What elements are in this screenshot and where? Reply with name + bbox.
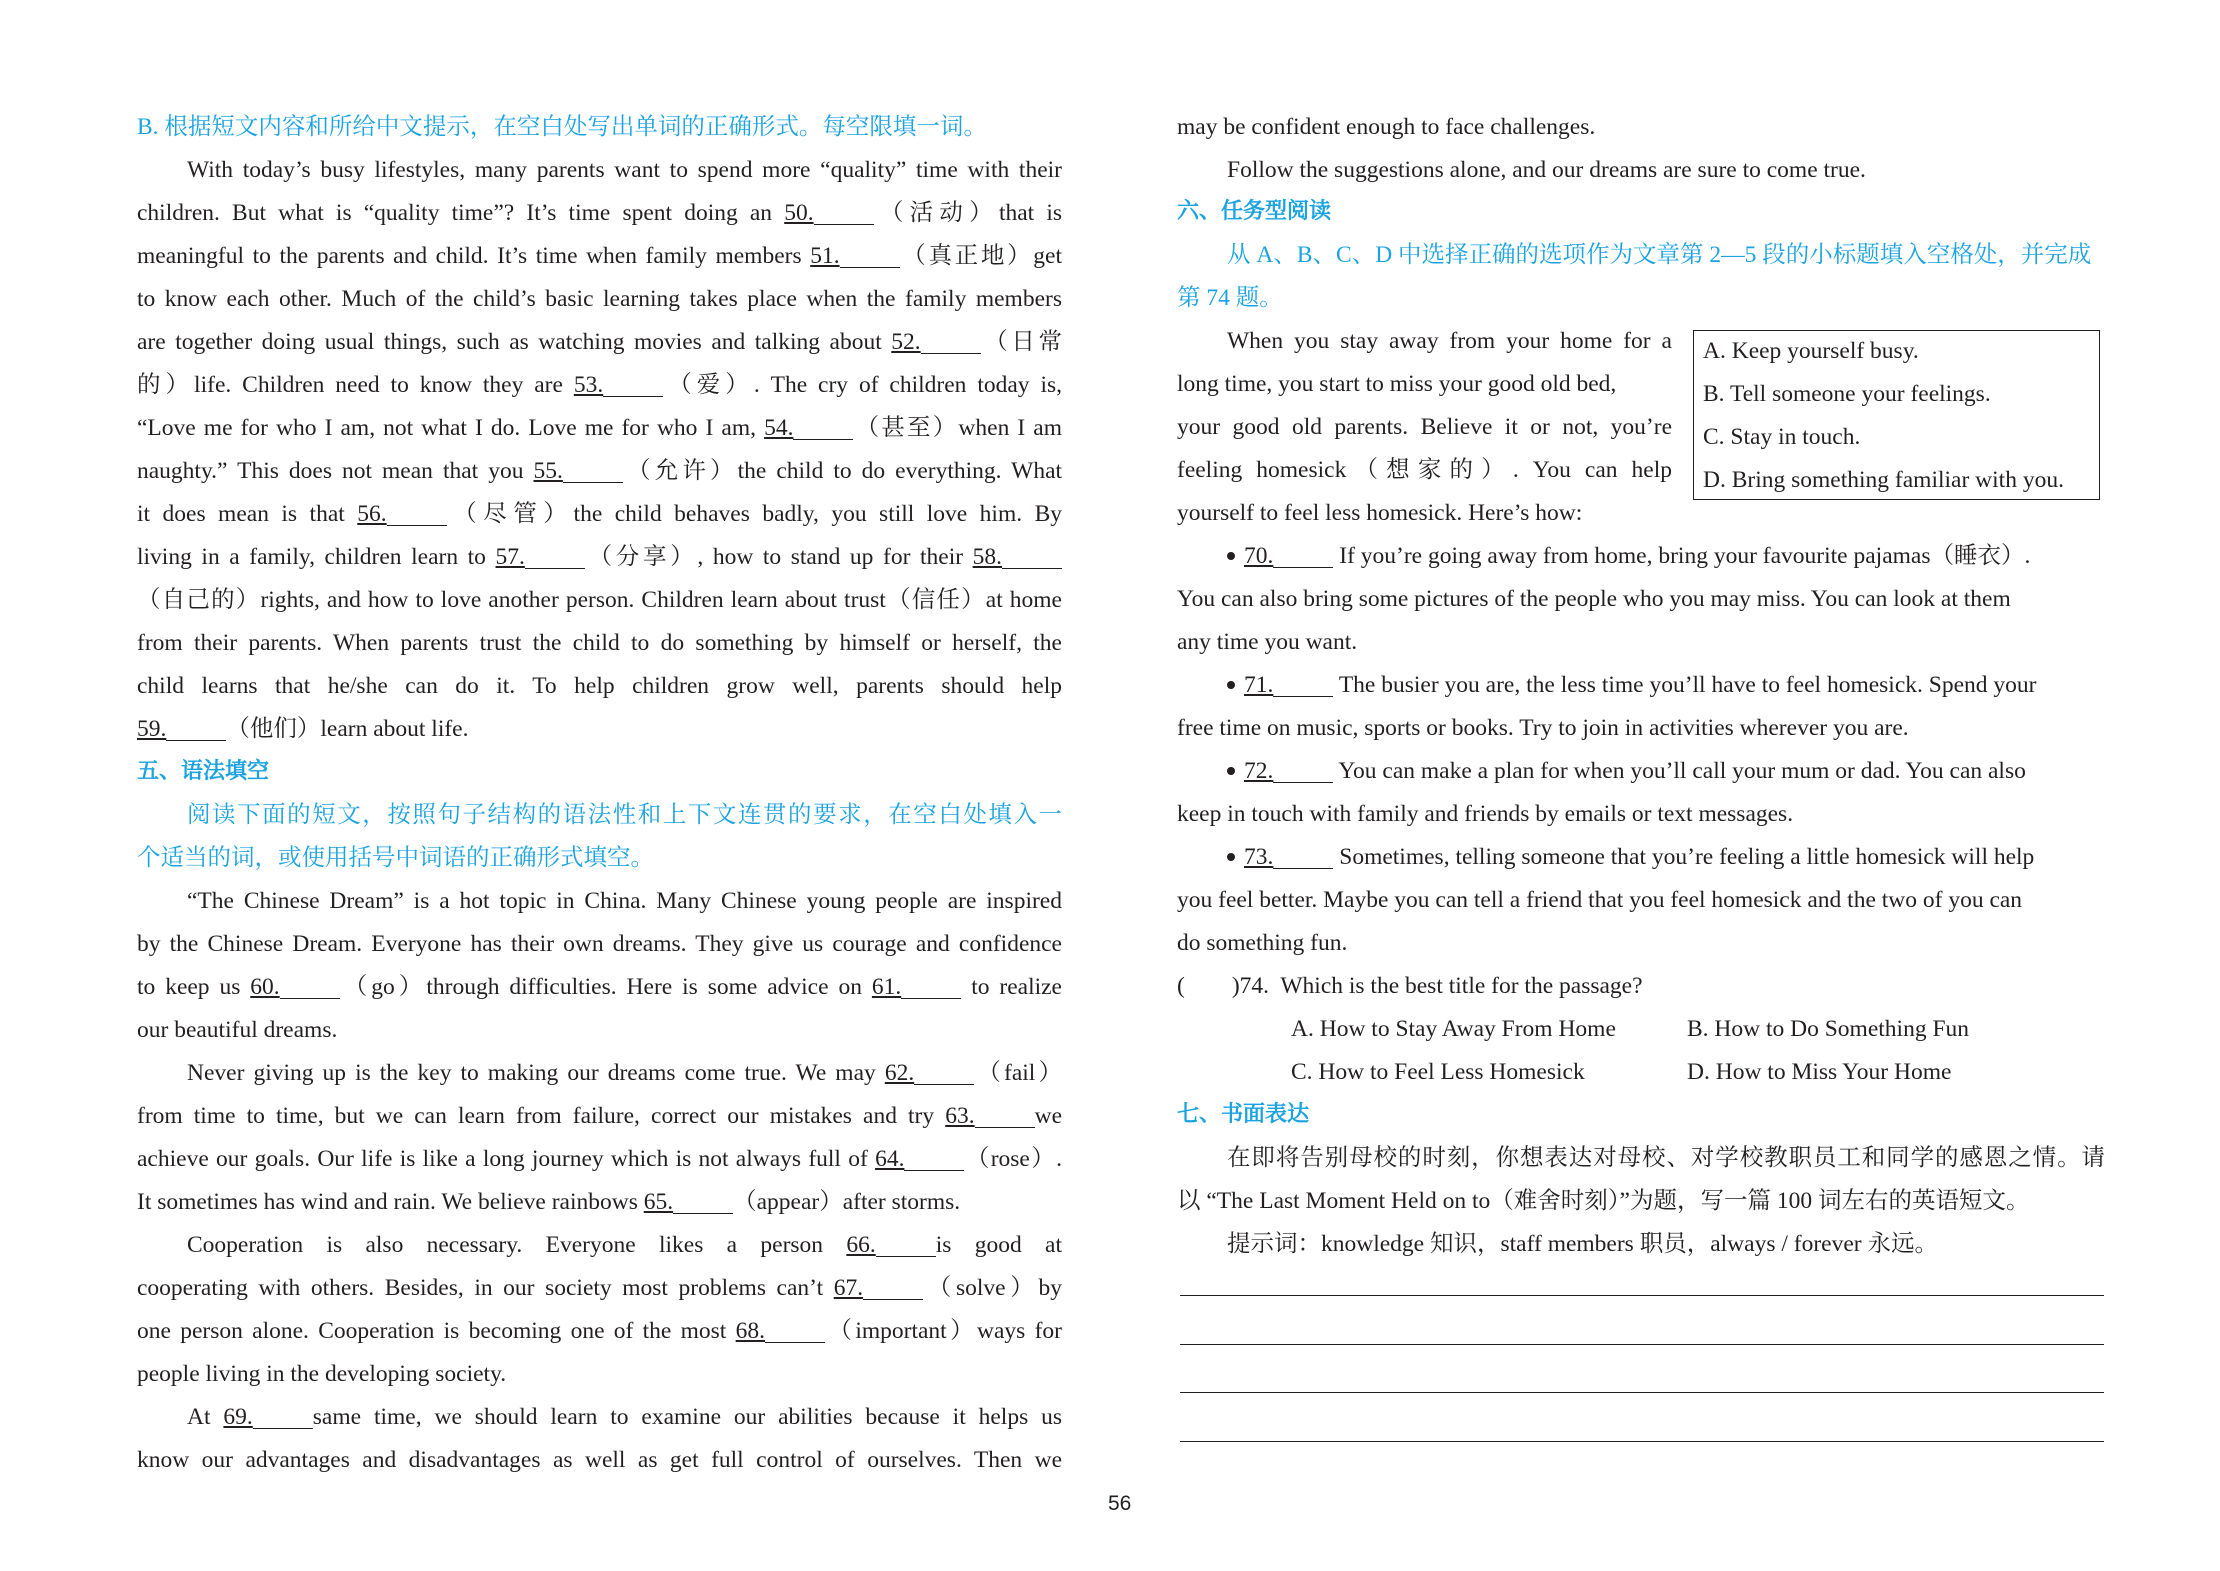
item-text-line: free time on music, sports or books. Try to join in activities wherever you are. xyxy=(1177,715,1909,741)
blank-line[interactable] xyxy=(673,1193,733,1214)
passage-line xyxy=(137,1101,1062,1131)
section-5-instruction-cont: 个适当的词，或使用括号中词语的正确形式填空。 xyxy=(137,845,654,871)
passage-line xyxy=(137,1230,1062,1260)
section-5-heading: 五、语法填空 xyxy=(137,759,270,784)
blank-line[interactable] xyxy=(793,419,853,440)
subheading-item xyxy=(1177,842,2105,872)
blank-number: 57. xyxy=(495,544,525,570)
passage-text: from time to time, but we can learn from failure, correct our mistakes and try xyxy=(137,1103,935,1129)
answer-blank[interactable] xyxy=(973,544,1062,570)
passage-text: It sometimes has wind and rain. We believe rainbows xyxy=(137,1189,638,1215)
intro-line: long time, you start to miss your good old bed, xyxy=(1177,371,1617,397)
blank-number: 58. xyxy=(972,544,1002,570)
passage-line xyxy=(137,1187,960,1217)
passage-text: At xyxy=(187,1404,211,1430)
answer-blank[interactable] xyxy=(644,1189,733,1215)
answer-blank[interactable] xyxy=(1244,844,1333,870)
passage-line xyxy=(137,628,1062,658)
blank-number: 69. xyxy=(223,1404,253,1430)
passage-conclusion-line: Follow the suggestions alone, and our dreams are sure to come true. xyxy=(1227,157,1866,183)
answer-blank[interactable] xyxy=(810,243,899,269)
passage-line xyxy=(137,155,1062,185)
blank-line[interactable] xyxy=(863,1279,923,1300)
answer-blank[interactable] xyxy=(875,1146,964,1172)
passage-text: （solve）by xyxy=(923,1275,1063,1301)
passage-line xyxy=(137,1445,1062,1475)
answer-line[interactable] xyxy=(1180,1441,2104,1442)
passage-text: “The Chinese Dream” is a hot topic in China. Many Chinese young people are inspired xyxy=(187,888,1062,914)
passage-line xyxy=(137,1402,1062,1432)
blank-number: 73. xyxy=(1244,844,1274,870)
answer-line[interactable] xyxy=(1180,1344,2104,1345)
passage-text: （important）ways for xyxy=(825,1318,1063,1344)
section-6-heading: 六、任务型阅读 xyxy=(1177,199,1332,224)
answer-line[interactable] xyxy=(1180,1392,2104,1393)
passage-text: same time, we should learn to examine our abilities because it helps us xyxy=(312,1404,1063,1430)
blank-number: 56. xyxy=(357,501,387,527)
passage-line xyxy=(137,284,1062,314)
passage-line xyxy=(137,1015,337,1045)
section-6-instruction-cont: 第 74 题。 xyxy=(1177,285,1283,311)
passage-text: （appear）after storms. xyxy=(733,1189,961,1215)
passage-text: With today’s busy lifestyles, many parents want to spend more “quality” time with their xyxy=(187,157,1062,183)
passage-text: our beautiful dreams. xyxy=(137,1017,338,1043)
blank-number: 63. xyxy=(945,1103,975,1129)
bullet-icon xyxy=(1227,767,1235,775)
passage-line xyxy=(137,1273,1062,1303)
answer-blank[interactable] xyxy=(1244,758,1333,784)
question-74 xyxy=(1177,971,1643,1001)
blank-line[interactable] xyxy=(914,1064,974,1085)
blank-line[interactable] xyxy=(1273,762,1333,783)
blank-number: 61. xyxy=(871,974,902,1000)
passage-line xyxy=(137,370,1062,400)
passage-text: （甚至）when I am xyxy=(853,415,1063,441)
answer-blank[interactable] xyxy=(885,1060,974,1086)
item-text: If you’re going away from home, bring your favourite pajamas（睡衣）. xyxy=(1339,543,2031,569)
passage-line xyxy=(137,1058,1062,1088)
section-7-prompt-cont: 以 “The Last Moment Held on to（难舍时刻）”为题，写一篇 100 词左右的英语短文。 xyxy=(1177,1188,2030,1214)
passage-text: know our advantages and disadvantages as well as get full control of ourselves. Then we xyxy=(137,1447,1062,1473)
answer-blank[interactable] xyxy=(764,415,853,441)
blank-line[interactable] xyxy=(1273,547,1333,568)
passage-line xyxy=(137,972,1062,1002)
blank-number: 71. xyxy=(1244,672,1274,698)
passage-text: （活动）that is xyxy=(873,200,1062,226)
passage-text: cooperating with others. Besides, in our society most problems can’t xyxy=(137,1275,824,1301)
blank-line[interactable] xyxy=(876,1236,936,1257)
blank-number: 52. xyxy=(891,329,921,355)
blank-number: 55. xyxy=(533,458,563,484)
blank-line[interactable] xyxy=(904,1150,964,1171)
blank-number: 50. xyxy=(784,200,814,226)
subheading-item xyxy=(1177,670,2105,700)
blank-number: 59. xyxy=(137,716,167,742)
passage-line xyxy=(137,1144,1062,1174)
answer-blank[interactable] xyxy=(534,458,623,484)
passage-text: （尽管）the child behaves badly, you still love him. By xyxy=(446,501,1063,527)
passage-line xyxy=(137,1359,506,1389)
passage-text: one person alone. Cooperation is becoming one of the most xyxy=(137,1318,727,1344)
passage-line xyxy=(137,886,1062,916)
passage-line xyxy=(137,542,1062,572)
answer-blank[interactable] xyxy=(357,501,446,527)
section-7-heading: 七、书面表达 xyxy=(1177,1102,1310,1127)
passage-text: it does mean is that xyxy=(137,501,345,527)
passage-line xyxy=(137,413,1062,443)
option-a: A. Keep yourself busy. xyxy=(1703,338,1919,364)
subheading-item xyxy=(1177,756,2105,786)
blank-line[interactable] xyxy=(1273,676,1333,697)
blank-line[interactable] xyxy=(1002,548,1062,569)
passage-text: （fail） xyxy=(974,1060,1062,1086)
answer-blank[interactable] xyxy=(945,1103,1034,1129)
passage-line xyxy=(137,499,1062,529)
passage-text: children. But what is “quality time”? It’s time spent doing an xyxy=(137,200,773,226)
section-b-instruction: B. 根据短文内容和所给中文提示，在空白处写出单词的正确形式。每空限填一词。 xyxy=(137,114,987,140)
passage-text: is good at xyxy=(935,1232,1062,1258)
intro-line: yourself to feel less homesick. Here’s how: xyxy=(1177,500,1583,526)
passage-text: are together doing usual things, such as watching movies and talking about xyxy=(137,329,882,355)
passage-line xyxy=(137,198,1062,228)
passage-text: （自己的）rights, and how to love another person. Children learn about trust（信任）at home xyxy=(137,587,1062,613)
item-text-line: any time you want. xyxy=(1177,629,1358,655)
blank-line[interactable] xyxy=(387,505,447,526)
choice-c: C. How to Feel Less Homesick xyxy=(1291,1059,1585,1085)
passage-text: naughty.” This does not mean that you xyxy=(137,458,524,484)
passage-text: （日常 xyxy=(980,329,1063,355)
item-text: Sometimes, telling someone that you’re feeling a little homesick will help xyxy=(1339,844,2035,870)
passage-text: 的）life. Children need to know they are xyxy=(137,372,563,398)
answer-blank[interactable] xyxy=(574,372,663,398)
answer-blank[interactable] xyxy=(872,974,961,1000)
passage-text: from their parents. When parents trust the child to do something by himself or herself, the xyxy=(137,630,1062,656)
subheading-item xyxy=(1177,541,2105,571)
passage-text: （允许）the child to do everything. What xyxy=(622,458,1063,484)
item-text-line: you feel better. Maybe you can tell a friend that you feel homesick and the two of you can xyxy=(1177,887,2023,913)
passage-line xyxy=(137,714,469,744)
passage-text: meaningful to the parents and child. It’s time when family members xyxy=(137,243,802,269)
answer-blank[interactable] xyxy=(784,200,873,226)
intro-line: feeling homesick（想家的）. You can help xyxy=(1177,457,1672,483)
blank-number: 62. xyxy=(884,1060,915,1086)
option-c: C. Stay in touch. xyxy=(1703,424,1861,450)
passage-text: Never giving up is the key to making our dreams come true. We may xyxy=(187,1060,876,1086)
blank-number: 54. xyxy=(764,415,794,441)
choice-a: A. How to Stay Away From Home xyxy=(1291,1016,1616,1042)
page-number: 56 xyxy=(1108,1492,1132,1515)
passage-line xyxy=(137,929,1062,959)
section-7-prompt: 在即将告别母校的时刻，你想表达对母校、对学校教职员工和同学的感恩之情。请 xyxy=(1227,1145,2105,1171)
passage-line xyxy=(137,1316,1062,1346)
blank-number: 66. xyxy=(846,1232,876,1258)
passage-text: “Love me for who I am, not what I do. Love me for who I am, xyxy=(137,415,756,441)
item-text-line: keep in touch with family and friends by emails or text messages. xyxy=(1177,801,1794,827)
passage-line xyxy=(137,241,1062,271)
passage-line xyxy=(137,327,1062,357)
passage-text: we xyxy=(1034,1103,1062,1129)
answer-blank[interactable] xyxy=(1244,543,1333,569)
section-6-instruction: 从 A、B、C、D 中选择正确的选项作为文章第 2—5 段的小标题填入空格处，并完成 xyxy=(1227,242,2092,268)
section-5-instruction: 阅读下面的短文，按照句子结构的语法性和上下文连贯的要求，在空白处填入一 xyxy=(187,802,1062,828)
blank-number: 65. xyxy=(643,1189,674,1215)
blank-line[interactable] xyxy=(765,1322,825,1343)
blank-number: 67. xyxy=(833,1275,864,1301)
blank-line[interactable] xyxy=(525,548,585,569)
passage-text: achieve our goals. Our life is like a long journey which is not always full of xyxy=(137,1146,868,1172)
blank-line[interactable] xyxy=(1273,848,1333,869)
blank-line[interactable] xyxy=(280,978,340,999)
intro-line: When you stay away from your home for a xyxy=(1227,328,1672,354)
blank-line[interactable] xyxy=(921,333,981,354)
passage-line xyxy=(137,671,1062,701)
intro-line: your good old parents. Believe it or not, you’re xyxy=(1177,414,1672,440)
answer-blank[interactable] xyxy=(137,716,226,742)
answer-blank[interactable] xyxy=(1244,672,1333,698)
question-74-text: 74. Which is the best title for the passage? xyxy=(1239,973,1643,999)
passage-text: （爱）. The cry of children today is, xyxy=(663,372,1062,398)
choice-d: D. How to Miss Your Home xyxy=(1687,1059,1952,1085)
answer-blank[interactable] xyxy=(250,974,339,1000)
blank-number: 53. xyxy=(573,372,604,398)
options-box xyxy=(1693,330,2100,500)
passage-text: people living in the developing society. xyxy=(137,1361,507,1387)
passage-line xyxy=(137,585,1062,615)
blank-line[interactable] xyxy=(603,376,663,397)
passage-text: to know each other. Much of the child’s basic learning takes place when the family members xyxy=(137,286,1062,312)
passage-text: Cooperation is also necessary. Everyone likes a person xyxy=(187,1232,824,1258)
option-b: B. Tell someone your feelings. xyxy=(1703,381,1991,407)
option-d: D. Bring something familiar with you. xyxy=(1703,467,2064,493)
passage-text: by the Chinese Dream. Everyone has their own dreams. They give us courage and confidence xyxy=(137,931,1062,957)
blank-line[interactable] xyxy=(563,462,623,483)
item-text-line: You can also bring some pictures of the people who you may miss. You can look at them xyxy=(1177,586,2011,612)
passage-text: to keep us xyxy=(137,974,241,1000)
passage-continuation-line: may be confident enough to face challenges. xyxy=(1177,114,1596,140)
passage-text: （他们）learn about life. xyxy=(226,716,469,742)
blank-number: 68. xyxy=(735,1318,766,1344)
bullet-icon xyxy=(1227,853,1235,861)
blank-number: 72. xyxy=(1244,758,1274,784)
blank-number: 70. xyxy=(1244,543,1274,569)
passage-text: living in a family, children learn to xyxy=(137,544,486,570)
passage-line xyxy=(137,456,1062,486)
blank-number: 51. xyxy=(810,243,840,269)
bullet-icon xyxy=(1227,552,1235,560)
answer-blank[interactable] xyxy=(846,1232,935,1258)
answer-blank[interactable] xyxy=(834,1275,923,1301)
answer-paren[interactable]: ( ) xyxy=(1177,973,1240,999)
blank-number: 60. xyxy=(250,974,280,1000)
passage-text: （分享）, how to stand up for their xyxy=(584,544,964,570)
item-text-line: do something fun. xyxy=(1177,930,1348,956)
answer-blank[interactable] xyxy=(496,544,585,570)
answer-blank[interactable] xyxy=(736,1318,825,1344)
blank-line[interactable] xyxy=(253,1408,313,1429)
blank-line[interactable] xyxy=(840,247,900,268)
section-7-hint: 提示词：knowledge 知识，staff members 职员，always / forever 永远。 xyxy=(1227,1231,1938,1257)
answer-blank[interactable] xyxy=(223,1404,312,1430)
answer-blank[interactable] xyxy=(891,329,980,355)
blank-line[interactable] xyxy=(975,1107,1035,1128)
passage-text: child learns that he/she can do it. To help children grow well, parents should help xyxy=(137,673,1062,699)
blank-number: 64. xyxy=(875,1146,905,1172)
passage-text: （真正地）get xyxy=(899,243,1062,269)
blank-line[interactable] xyxy=(901,978,961,999)
passage-text: to realize xyxy=(971,974,1062,1000)
bullet-icon xyxy=(1227,681,1235,689)
passage-text: （rose）. xyxy=(964,1146,1062,1172)
answer-line[interactable] xyxy=(1180,1295,2104,1296)
choice-b: B. How to Do Something Fun xyxy=(1687,1016,1970,1042)
blank-line[interactable] xyxy=(814,204,874,225)
item-text: You can make a plan for when you’ll call your mum or dad. You can also xyxy=(1338,758,2026,784)
item-text: The busier you are, the less time you’ll have to feel homesick. Spend your xyxy=(1338,672,2037,698)
passage-text: （go）through difficulties. Here is some advice on xyxy=(339,974,862,1000)
blank-line[interactable] xyxy=(166,720,226,741)
